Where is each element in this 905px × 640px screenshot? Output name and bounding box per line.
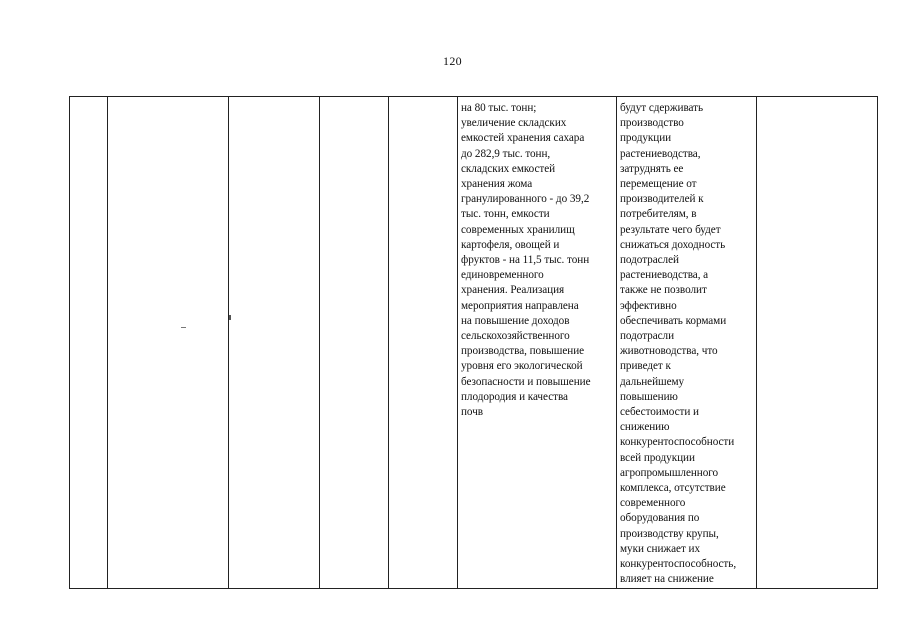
table-cell-consequences xyxy=(617,97,757,589)
measure-description-text: на 80 тыс. тонн; увеличение складских емкостей хранения сахара до 282,9 тыс. тонн, складских емкостей хранения жома гранулированного - до 39,2 тыс. тонн, емкости современных хранилищ картофеля, овощей и фруктов - на 11,5 тыс. тонн единовременного хранения. Реализация мероприятия направлена на повышение доходов сельскохозяйственного производства, повышение уровня его экологической безопасности и повышение плодородия и качества почв xyxy=(461,102,591,419)
table-cell-col3 xyxy=(229,97,320,589)
table-cell-col1 xyxy=(70,97,108,589)
page-number: 120 xyxy=(443,54,462,68)
scan-artifact-tick xyxy=(229,315,231,320)
consequences-text: будут сдерживать производство продукции растениеводства, затруднять ее перемещение от производителей к потребителям, в результате чего будет снижаться доходность подотраслей растениеводства, а также не позволит эффективно обеспечивать кормами подотрасли животноводства, что приведет к дальнейшему повышению себестоимости и снижению конкурентоспособности всей продукции агропромышленного комплекса, отсутствие современного оборудования по производству крупы, муки снижает их конкурентоспособность, влияет на снижение xyxy=(620,102,737,586)
table-cell-col5 xyxy=(389,97,458,589)
table-cell-col4 xyxy=(320,97,389,589)
scan-artifact-dash xyxy=(181,327,186,328)
table-row xyxy=(70,97,878,589)
table-cell-measure-description xyxy=(458,97,617,589)
document-table xyxy=(69,96,878,589)
table-cell-col8 xyxy=(757,97,878,589)
table-cell-col2 xyxy=(108,97,229,589)
